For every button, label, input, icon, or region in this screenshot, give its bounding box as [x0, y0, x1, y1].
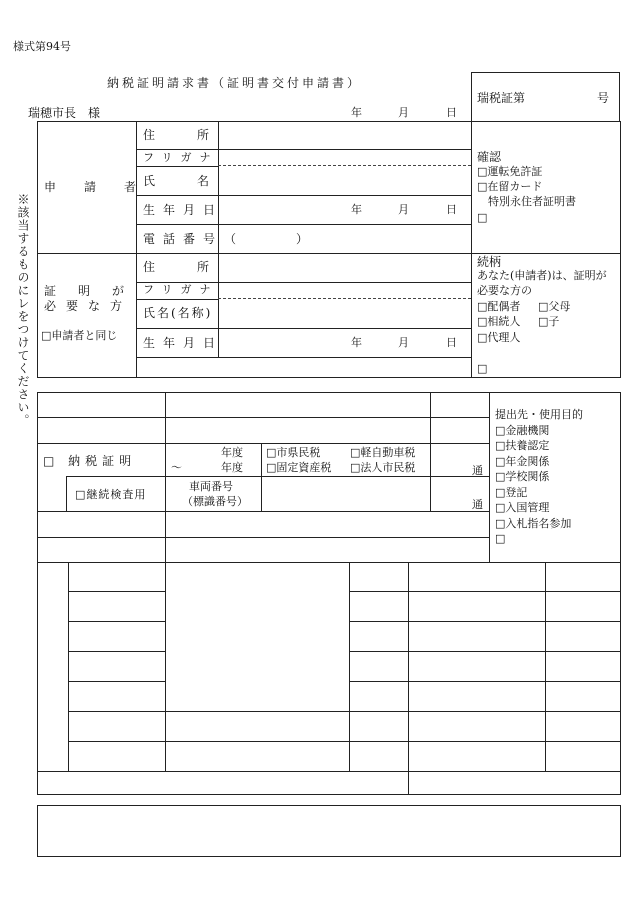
confirm-item-special-resident: 特別永住者証明書	[488, 195, 576, 208]
addressee: 瑞穂市長 様	[28, 106, 101, 120]
confirm-item-license[interactable]: □運転免許証	[477, 165, 543, 178]
relation-other[interactable]: □	[477, 362, 488, 375]
purpose-bidding[interactable]: □入札指名参加	[495, 517, 572, 530]
relation-heir[interactable]: □相続人	[477, 315, 521, 328]
request-date-day: 日	[446, 106, 457, 119]
applicant-address-label: 住所	[143, 128, 252, 142]
subject-birth-year: 年	[351, 336, 362, 349]
purpose-dependent[interactable]: □扶養認定	[495, 439, 550, 452]
tax-corporate[interactable]: □法人市民税	[350, 461, 416, 474]
relation-parents[interactable]: □父母	[538, 300, 571, 313]
applicant-birth-month: 月	[398, 203, 409, 216]
vehicle-number-label: 車両番号	[189, 480, 233, 493]
purpose-registry[interactable]: □登記	[495, 486, 528, 499]
request-date-month: 月	[398, 106, 409, 119]
fiscal-year-tilde: 〜	[171, 461, 182, 474]
tax-light-vehicle[interactable]: □軽自動車税	[350, 446, 416, 459]
tax-cert-checkbox[interactable]: □ 納税証明	[43, 454, 137, 468]
applicant-phone-label: 電話番号	[143, 232, 224, 246]
relation-child[interactable]: □子	[538, 315, 560, 328]
relation-spouse[interactable]: □配偶者	[477, 300, 521, 313]
form-number: 様式第94号	[13, 40, 71, 53]
subject-address-label: 住所	[143, 260, 252, 274]
purpose-immigration[interactable]: □入国管理	[495, 501, 550, 514]
relation-note-2: 必要な方の	[477, 284, 532, 297]
request-date-year: 年	[351, 106, 362, 119]
subject-birth-label: 生年月日	[143, 336, 224, 350]
cert-number-label: 瑞税証第	[477, 91, 526, 105]
same-as-applicant-checkbox[interactable]: □申請者と同じ	[41, 329, 118, 342]
purpose-school[interactable]: □学校関係	[495, 470, 550, 483]
applicant-birth-day: 日	[446, 203, 457, 216]
tax-resident[interactable]: □市県民税	[266, 446, 321, 459]
confirm-title: 確認	[477, 150, 502, 164]
tax-property[interactable]: □固定資産税	[266, 461, 332, 474]
confirm-item-residence-card[interactable]: □在留カード	[477, 180, 543, 193]
subject-label-2: 必要な方	[44, 299, 133, 313]
fiscal-year-from: 年度	[221, 446, 243, 459]
applicant-name-label: 氏名	[143, 174, 252, 188]
subject-name-label: 氏名(名称)	[143, 306, 213, 320]
section-office-use	[37, 562, 621, 795]
inspection-copies-unit: 通	[472, 498, 483, 511]
confirm-item-other[interactable]: □	[477, 211, 488, 224]
form-title: 納税証明請求書（証明書交付申請書）	[107, 76, 363, 90]
relation-note-1: あなた(申請者)は、証明が	[477, 269, 607, 282]
subject-label-1: 証明が	[44, 284, 147, 298]
subject-birth-month: 月	[398, 336, 409, 349]
applicant-label: 申請者	[44, 180, 165, 194]
cert-number-suffix: 号	[597, 91, 610, 105]
purpose-other[interactable]: □	[495, 532, 506, 545]
applicant-birth-label: 生年月日	[143, 203, 224, 217]
inspection-checkbox[interactable]: □継続検査用	[75, 488, 147, 501]
purpose-pension[interactable]: □年金関係	[495, 455, 550, 468]
subject-furigana-label: フリガナ	[143, 283, 219, 296]
purpose-finance[interactable]: □金融機関	[495, 424, 550, 437]
applicant-furigana-label: フリガナ	[143, 151, 219, 164]
relation-agent[interactable]: □代理人	[477, 331, 521, 344]
subject-birth-day: 日	[446, 336, 457, 349]
side-note: ※該当するものにレをつけてください。	[16, 193, 30, 427]
relation-title: 続柄	[477, 255, 502, 269]
purpose-title: 提出先・使用目的	[495, 408, 583, 421]
applicant-phone-paren: （ ）	[224, 232, 309, 246]
fiscal-year-to: 年度	[221, 461, 243, 474]
section-applicant-subject	[37, 121, 621, 378]
remarks-box	[37, 805, 621, 857]
tax-copies-unit: 通	[472, 464, 483, 477]
applicant-birth-year: 年	[351, 203, 362, 216]
vehicle-number-paren: （標識番号）	[182, 495, 248, 508]
